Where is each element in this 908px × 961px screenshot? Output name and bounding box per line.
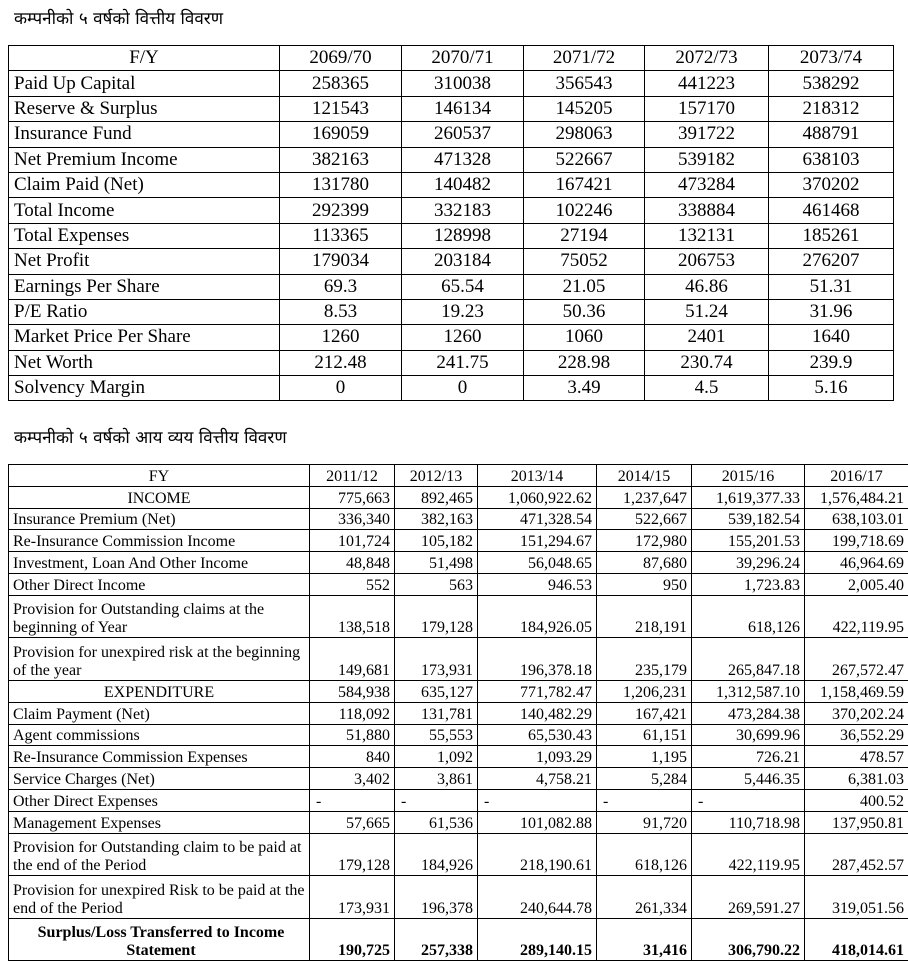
value-cell: 635,127 bbox=[395, 680, 478, 702]
row-label: Agent commissions bbox=[9, 724, 310, 746]
value-cell: 145205 bbox=[524, 96, 645, 121]
value-cell: 522667 bbox=[524, 147, 645, 172]
value-cell: 218,190.61 bbox=[478, 833, 597, 876]
table2-row-management-expenses bbox=[9, 811, 908, 833]
value-cell: 840 bbox=[310, 746, 395, 768]
value-cell: 5,446.35 bbox=[692, 768, 805, 790]
value-cell: 121543 bbox=[280, 96, 402, 121]
value-cell: 2401 bbox=[645, 325, 769, 350]
value-cell: 128998 bbox=[402, 223, 524, 248]
value-cell: 105,182 bbox=[395, 530, 478, 552]
table1-row-market-price-per-share bbox=[9, 325, 894, 350]
row-label: Surplus/Loss Transferred to Income Statement bbox=[9, 918, 310, 961]
income-expense-heading: कम्पनीको ५ वर्षको आय व्यय वित्तीय विवरण bbox=[14, 425, 287, 448]
value-cell: 167421 bbox=[524, 172, 645, 197]
table2-row-provision-for-unexpired-risk-to-be-paid-at-the-end-of-the-period bbox=[9, 876, 908, 919]
value-cell: 1,206,231 bbox=[597, 680, 692, 702]
row-label: Paid Up Capital bbox=[9, 71, 280, 96]
value-cell: 946.53 bbox=[478, 573, 597, 595]
value-cell: 21.05 bbox=[524, 274, 645, 299]
value-cell: 4,758.21 bbox=[478, 768, 597, 790]
table2-row-re-insurance-commission-expenses bbox=[9, 746, 908, 768]
value-cell: 113365 bbox=[280, 223, 402, 248]
value-cell: 356543 bbox=[524, 71, 645, 96]
year-header-cell: 2071/72 bbox=[524, 46, 645, 71]
value-cell: 1,237,647 bbox=[597, 486, 692, 508]
value-cell: 382,163 bbox=[395, 508, 478, 530]
row-label: P/E Ratio bbox=[9, 299, 280, 324]
value-cell: 0 bbox=[280, 376, 402, 401]
value-cell: 203184 bbox=[402, 249, 524, 274]
value-cell: 441223 bbox=[645, 71, 769, 96]
value-cell: - bbox=[395, 789, 478, 811]
value-cell: 196,378.18 bbox=[478, 638, 597, 681]
value-cell: 1,312,587.10 bbox=[692, 680, 805, 702]
value-cell: 4.5 bbox=[645, 376, 769, 401]
value-cell: - bbox=[310, 789, 395, 811]
value-cell: 332183 bbox=[402, 198, 524, 223]
value-cell: 338884 bbox=[645, 198, 769, 223]
row-label: INCOME bbox=[9, 486, 310, 508]
value-cell: 179034 bbox=[280, 249, 402, 274]
value-cell: 179,128 bbox=[310, 833, 395, 876]
value-cell: 155,201.53 bbox=[692, 530, 805, 552]
table2-row-re-insurance-commission-income bbox=[9, 530, 908, 552]
row-label: Re-Insurance Commission Income bbox=[9, 530, 310, 552]
value-cell: 1,158,469.59 bbox=[805, 680, 908, 702]
value-cell: - bbox=[692, 789, 805, 811]
row-label: Earnings Per Share bbox=[9, 274, 280, 299]
value-cell: 391722 bbox=[645, 122, 769, 147]
fy-header-cell: F/Y bbox=[9, 46, 280, 71]
row-label: Service Charges (Net) bbox=[9, 768, 310, 790]
value-cell: 1,723.83 bbox=[692, 573, 805, 595]
table1-row-earnings-per-share bbox=[9, 274, 894, 299]
value-cell: 218312 bbox=[769, 96, 894, 121]
value-cell: 239.9 bbox=[769, 350, 894, 375]
year-header-cell: 2014/15 bbox=[597, 465, 692, 487]
value-cell: 101,082.88 bbox=[478, 811, 597, 833]
value-cell: 31,416 bbox=[597, 918, 692, 961]
value-cell: 51,498 bbox=[395, 552, 478, 574]
table2-row-agent-commissions bbox=[9, 724, 908, 746]
year-header-cell: 2072/73 bbox=[645, 46, 769, 71]
value-cell: 292399 bbox=[280, 198, 402, 223]
row-label: Solvency Margin bbox=[9, 376, 280, 401]
value-cell: 269,591.27 bbox=[692, 876, 805, 919]
row-label: Net Profit bbox=[9, 249, 280, 274]
value-cell: 138,518 bbox=[310, 595, 395, 638]
row-label: Other Direct Income bbox=[9, 573, 310, 595]
fy-header-cell: FY bbox=[9, 465, 310, 487]
value-cell: 563 bbox=[395, 573, 478, 595]
five-year-financial-table bbox=[8, 45, 894, 401]
table1-row-total-expenses bbox=[9, 223, 894, 248]
value-cell: 8.53 bbox=[280, 299, 402, 324]
value-cell: 6,381.03 bbox=[805, 768, 908, 790]
value-cell: 584,938 bbox=[310, 680, 395, 702]
value-cell: 27194 bbox=[524, 223, 645, 248]
value-cell: 51.31 bbox=[769, 274, 894, 299]
table2-row-insurance-premium-net bbox=[9, 508, 908, 530]
value-cell: 36,552.29 bbox=[805, 724, 908, 746]
table2-row-claim-payment-net bbox=[9, 702, 908, 724]
table1-row-claim-paid-net bbox=[9, 172, 894, 197]
table1-row-p-e-ratio bbox=[9, 299, 894, 324]
table2-row-surplus-loss-transferred-to-income-statement bbox=[9, 918, 908, 961]
year-header-cell: 2016/17 bbox=[805, 465, 908, 487]
value-cell: 726.21 bbox=[692, 746, 805, 768]
year-header-cell: 2013/14 bbox=[478, 465, 597, 487]
value-cell: 618,126 bbox=[692, 595, 805, 638]
value-cell: 199,718.69 bbox=[805, 530, 908, 552]
row-label: Investment, Loan And Other Income bbox=[9, 552, 310, 574]
value-cell: 257,338 bbox=[395, 918, 478, 961]
table2-row-expenditure bbox=[9, 680, 908, 702]
value-cell: 400.52 bbox=[805, 789, 908, 811]
value-cell: 1,093.29 bbox=[478, 746, 597, 768]
value-cell: 336,340 bbox=[310, 508, 395, 530]
row-label: Insurance Fund bbox=[9, 122, 280, 147]
value-cell: 101,724 bbox=[310, 530, 395, 552]
row-label: Re-Insurance Commission Expenses bbox=[9, 746, 310, 768]
value-cell: 267,572.47 bbox=[805, 638, 908, 681]
value-cell: 173,931 bbox=[310, 876, 395, 919]
value-cell: 190,725 bbox=[310, 918, 395, 961]
value-cell: 131,781 bbox=[395, 702, 478, 724]
value-cell: 473,284.38 bbox=[692, 702, 805, 724]
value-cell: 265,847.18 bbox=[692, 638, 805, 681]
value-cell: 65.54 bbox=[402, 274, 524, 299]
value-cell: 48,848 bbox=[310, 552, 395, 574]
value-cell: 771,782.47 bbox=[478, 680, 597, 702]
value-cell: 140482 bbox=[402, 172, 524, 197]
row-label: Claim Payment (Net) bbox=[9, 702, 310, 724]
value-cell: - bbox=[597, 789, 692, 811]
value-cell: 157170 bbox=[645, 96, 769, 121]
value-cell: 1,060,922.62 bbox=[478, 486, 597, 508]
row-label: Provision for Outstanding claim to be paid at the end of the Period bbox=[9, 833, 310, 876]
table2-row-provision-for-unexpired-risk-at-the-beginning-of-the-year bbox=[9, 638, 908, 681]
table2-row-provision-for-outstanding-claims-at-the-beginning-of-year bbox=[9, 595, 908, 638]
financial-statement-heading: कम्पनीको ५ वर्षको वित्तीय विवरण bbox=[14, 6, 223, 29]
value-cell: 65,530.43 bbox=[478, 724, 597, 746]
year-header-cell: 2070/71 bbox=[402, 46, 524, 71]
value-cell: 19.23 bbox=[402, 299, 524, 324]
row-label: Provision for unexpired Risk to be paid at the end of the Period bbox=[9, 876, 310, 919]
value-cell: 539182 bbox=[645, 147, 769, 172]
value-cell: 31.96 bbox=[769, 299, 894, 324]
value-cell: 418,014.61 bbox=[805, 918, 908, 961]
table2-row-income bbox=[9, 486, 908, 508]
row-label: Total Income bbox=[9, 198, 280, 223]
table2-row-other-direct-income bbox=[9, 573, 908, 595]
value-cell: 370,202.24 bbox=[805, 702, 908, 724]
value-cell: 1260 bbox=[280, 325, 402, 350]
value-cell: 261,334 bbox=[597, 876, 692, 919]
value-cell: 289,140.15 bbox=[478, 918, 597, 961]
table2-row-other-direct-expenses bbox=[9, 789, 908, 811]
value-cell: 488791 bbox=[769, 122, 894, 147]
value-cell: 173,931 bbox=[395, 638, 478, 681]
value-cell: 55,553 bbox=[395, 724, 478, 746]
value-cell: 950 bbox=[597, 573, 692, 595]
value-cell: 61,151 bbox=[597, 724, 692, 746]
value-cell: - bbox=[478, 789, 597, 811]
value-cell: 3,861 bbox=[395, 768, 478, 790]
value-cell: 422,119.95 bbox=[805, 595, 908, 638]
value-cell: 461468 bbox=[769, 198, 894, 223]
table2-row-service-charges-net bbox=[9, 768, 908, 790]
value-cell: 46,964.69 bbox=[805, 552, 908, 574]
table1-row-reserve-surplus bbox=[9, 96, 894, 121]
table2-row-investment-loan-and-other-income bbox=[9, 552, 908, 574]
value-cell: 473284 bbox=[645, 172, 769, 197]
value-cell: 75052 bbox=[524, 249, 645, 274]
value-cell: 56,048.65 bbox=[478, 552, 597, 574]
value-cell: 240,644.78 bbox=[478, 876, 597, 919]
value-cell: 1260 bbox=[402, 325, 524, 350]
value-cell: 149,681 bbox=[310, 638, 395, 681]
row-label: Total Expenses bbox=[9, 223, 280, 248]
value-cell: 382163 bbox=[280, 147, 402, 172]
value-cell: 618,126 bbox=[597, 833, 692, 876]
value-cell: 3,402 bbox=[310, 768, 395, 790]
value-cell: 146134 bbox=[402, 96, 524, 121]
value-cell: 306,790.22 bbox=[692, 918, 805, 961]
value-cell: 1,195 bbox=[597, 746, 692, 768]
value-cell: 137,950.81 bbox=[805, 811, 908, 833]
value-cell: 228.98 bbox=[524, 350, 645, 375]
value-cell: 1,576,484.21 bbox=[805, 486, 908, 508]
row-label: Claim Paid (Net) bbox=[9, 172, 280, 197]
value-cell: 179,128 bbox=[395, 595, 478, 638]
value-cell: 51.24 bbox=[645, 299, 769, 324]
value-cell: 471328 bbox=[402, 147, 524, 172]
value-cell: 167,421 bbox=[597, 702, 692, 724]
value-cell: 422,119.95 bbox=[692, 833, 805, 876]
value-cell: 230.74 bbox=[645, 350, 769, 375]
value-cell: 212.48 bbox=[280, 350, 402, 375]
row-label: Net Worth bbox=[9, 350, 280, 375]
row-label: Provision for Outstanding claims at the beginning of Year bbox=[9, 595, 310, 638]
value-cell: 218,191 bbox=[597, 595, 692, 638]
table1-header-row bbox=[9, 46, 894, 71]
value-cell: 892,465 bbox=[395, 486, 478, 508]
value-cell: 522,667 bbox=[597, 508, 692, 530]
row-label: Net Premium Income bbox=[9, 147, 280, 172]
value-cell: 140,482.29 bbox=[478, 702, 597, 724]
income-expenditure-table bbox=[8, 464, 908, 961]
value-cell: 319,051.56 bbox=[805, 876, 908, 919]
year-header-cell: 2012/13 bbox=[395, 465, 478, 487]
value-cell: 5,284 bbox=[597, 768, 692, 790]
table1-row-solvency-margin bbox=[9, 376, 894, 401]
value-cell: 131780 bbox=[280, 172, 402, 197]
value-cell: 151,294.67 bbox=[478, 530, 597, 552]
value-cell: 3.49 bbox=[524, 376, 645, 401]
value-cell: 57,665 bbox=[310, 811, 395, 833]
value-cell: 30,699.96 bbox=[692, 724, 805, 746]
value-cell: 206753 bbox=[645, 249, 769, 274]
value-cell: 91,720 bbox=[597, 811, 692, 833]
value-cell: 1,619,377.33 bbox=[692, 486, 805, 508]
value-cell: 132131 bbox=[645, 223, 769, 248]
table2-row-provision-for-outstanding-claim-to-be-paid-at-the-end-of-the-period bbox=[9, 833, 908, 876]
table1-row-net-profit bbox=[9, 249, 894, 274]
value-cell: 1640 bbox=[769, 325, 894, 350]
value-cell: 298063 bbox=[524, 122, 645, 147]
value-cell: 69.3 bbox=[280, 274, 402, 299]
year-header-cell: 2069/70 bbox=[280, 46, 402, 71]
value-cell: 61,536 bbox=[395, 811, 478, 833]
value-cell: 1,092 bbox=[395, 746, 478, 768]
value-cell: 775,663 bbox=[310, 486, 395, 508]
value-cell: 87,680 bbox=[597, 552, 692, 574]
value-cell: 102246 bbox=[524, 198, 645, 223]
value-cell: 287,452.57 bbox=[805, 833, 908, 876]
value-cell: 478.57 bbox=[805, 746, 908, 768]
value-cell: 118,092 bbox=[310, 702, 395, 724]
value-cell: 276207 bbox=[769, 249, 894, 274]
value-cell: 51,880 bbox=[310, 724, 395, 746]
year-header-cell: 2015/16 bbox=[692, 465, 805, 487]
table1-row-net-premium-income bbox=[9, 147, 894, 172]
row-label: Other Direct Expenses bbox=[9, 789, 310, 811]
row-label: Reserve & Surplus bbox=[9, 96, 280, 121]
table1-row-net-worth bbox=[9, 350, 894, 375]
value-cell: 39,296.24 bbox=[692, 552, 805, 574]
value-cell: 46.86 bbox=[645, 274, 769, 299]
value-cell: 258365 bbox=[280, 71, 402, 96]
value-cell: 196,378 bbox=[395, 876, 478, 919]
value-cell: 241.75 bbox=[402, 350, 524, 375]
value-cell: 638,103.01 bbox=[805, 508, 908, 530]
value-cell: 5.16 bbox=[769, 376, 894, 401]
value-cell: 552 bbox=[310, 573, 395, 595]
year-header-cell: 2011/12 bbox=[310, 465, 395, 487]
value-cell: 370202 bbox=[769, 172, 894, 197]
row-label: EXPENDITURE bbox=[9, 680, 310, 702]
value-cell: 2,005.40 bbox=[805, 573, 908, 595]
value-cell: 50.36 bbox=[524, 299, 645, 324]
table1-row-paid-up-capital bbox=[9, 71, 894, 96]
row-label: Provision for unexpired risk at the beginning of the year bbox=[9, 638, 310, 681]
row-label: Insurance Premium (Net) bbox=[9, 508, 310, 530]
value-cell: 184,926 bbox=[395, 833, 478, 876]
value-cell: 235,179 bbox=[597, 638, 692, 681]
table1-row-total-income bbox=[9, 198, 894, 223]
table1-row-insurance-fund bbox=[9, 122, 894, 147]
value-cell: 638103 bbox=[769, 147, 894, 172]
value-cell: 310038 bbox=[402, 71, 524, 96]
value-cell: 0 bbox=[402, 376, 524, 401]
row-label: Market Price Per Share bbox=[9, 325, 280, 350]
value-cell: 169059 bbox=[280, 122, 402, 147]
value-cell: 185261 bbox=[769, 223, 894, 248]
value-cell: 110,718.98 bbox=[692, 811, 805, 833]
value-cell: 184,926.05 bbox=[478, 595, 597, 638]
value-cell: 471,328.54 bbox=[478, 508, 597, 530]
value-cell: 539,182.54 bbox=[692, 508, 805, 530]
table2-header-row bbox=[9, 465, 908, 487]
value-cell: 538292 bbox=[769, 71, 894, 96]
value-cell: 1060 bbox=[524, 325, 645, 350]
row-label: Management Expenses bbox=[9, 811, 310, 833]
year-header-cell: 2073/74 bbox=[769, 46, 894, 71]
value-cell: 172,980 bbox=[597, 530, 692, 552]
value-cell: 260537 bbox=[402, 122, 524, 147]
